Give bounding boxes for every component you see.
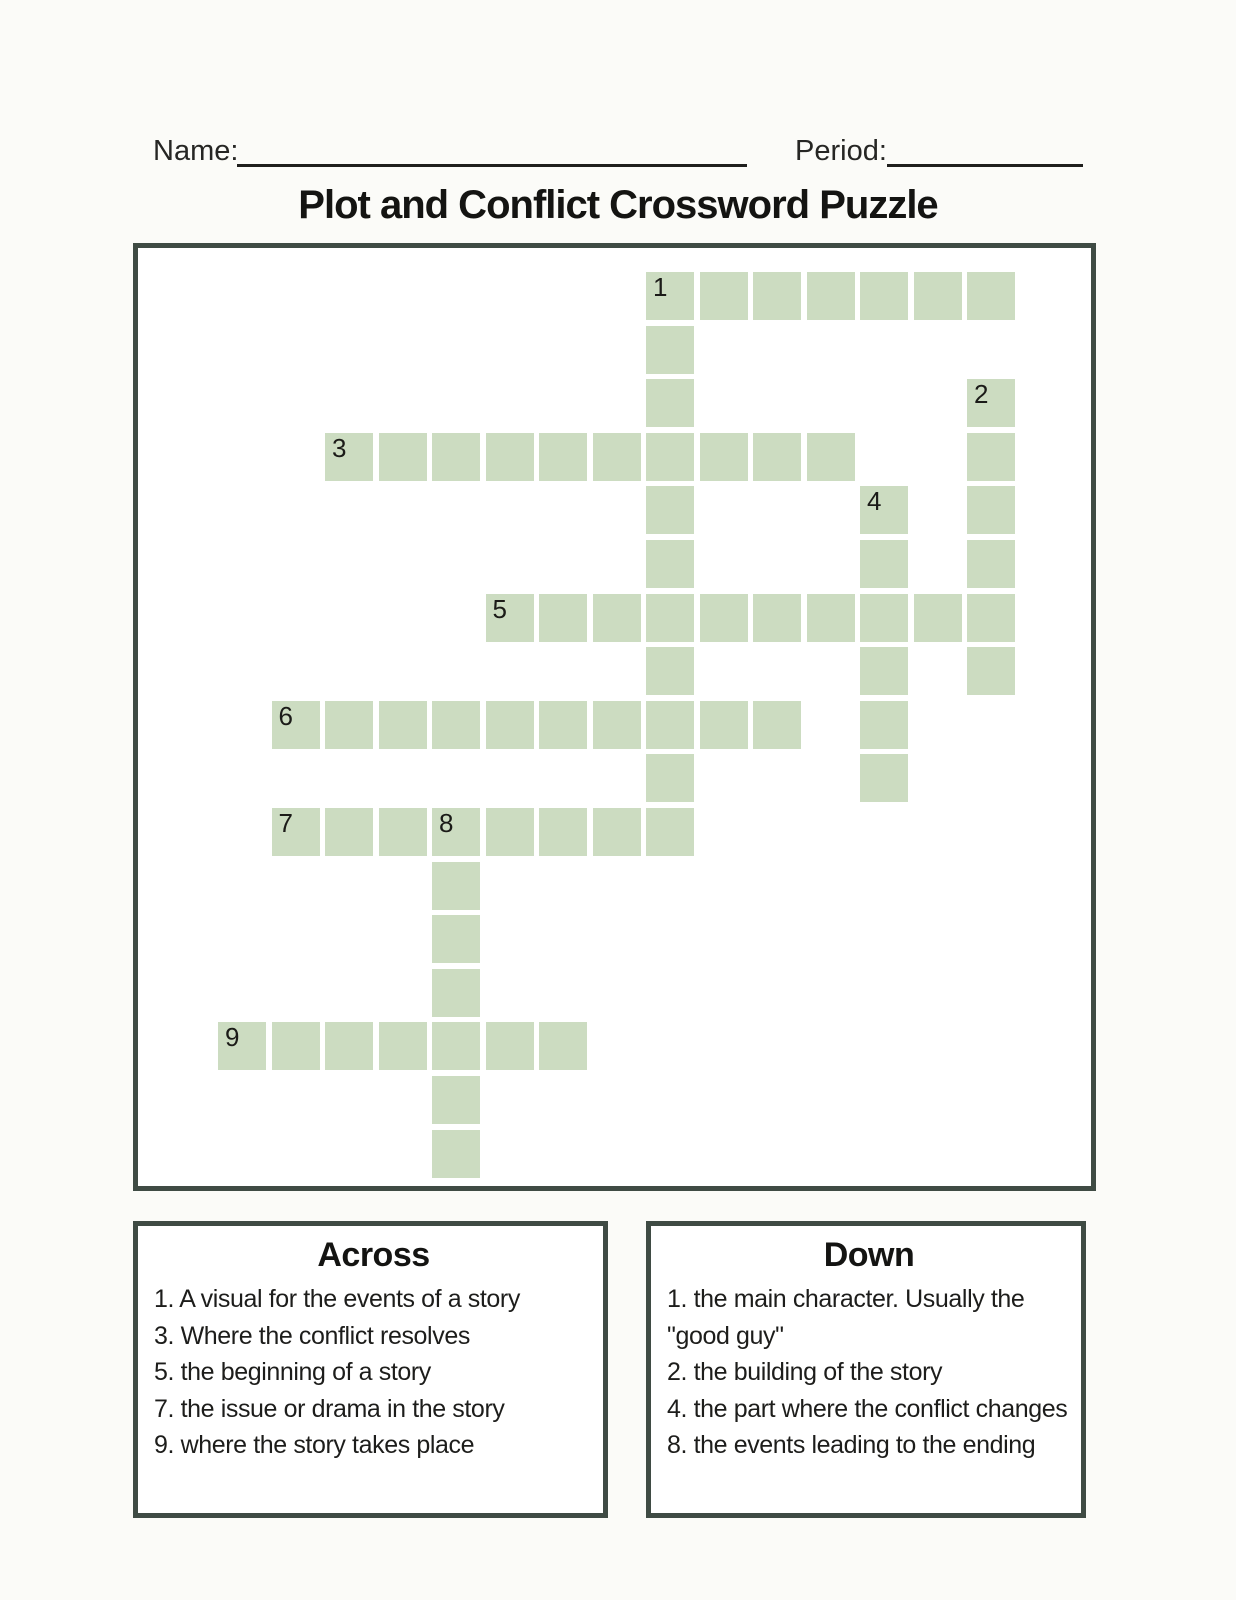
grid-cell[interactable] [539, 701, 587, 749]
grid-cell[interactable] [593, 701, 641, 749]
clue-text: 7. the issue or drama in the story [154, 1394, 505, 1423]
grid-cell[interactable] [753, 433, 801, 481]
grid-cell[interactable] [860, 540, 908, 588]
grid-cell[interactable] [646, 379, 694, 427]
grid-cell[interactable] [325, 701, 373, 749]
grid-cell[interactable] [646, 540, 694, 588]
grid-cell[interactable] [967, 379, 1015, 427]
grid-cell[interactable] [700, 272, 748, 320]
period-blank-field[interactable] [887, 164, 1083, 167]
clue-text: 2. the building of the story [667, 1358, 943, 1387]
grid-cell[interactable] [646, 808, 694, 856]
grid-cell[interactable] [432, 433, 480, 481]
grid-cell[interactable] [486, 433, 534, 481]
grid-cell[interactable] [272, 1022, 320, 1070]
clue-number: 6 [278, 700, 293, 731]
across-clue-box [133, 1221, 608, 1518]
grid-cell[interactable] [379, 701, 427, 749]
grid-cell[interactable] [807, 272, 855, 320]
clue-text: 4. the part where the conflict changes [667, 1394, 1068, 1423]
grid-cell[interactable] [967, 433, 1015, 481]
clue-number: 9 [225, 1022, 240, 1053]
clue-text: 1. the main character. Usually the [667, 1285, 1025, 1313]
grid-cell[interactable] [272, 808, 320, 856]
crossword-grid [133, 243, 1096, 1191]
grid-cell[interactable] [914, 594, 962, 642]
grid-cell[interactable] [753, 272, 801, 320]
grid-cell[interactable] [646, 754, 694, 802]
grid-cell[interactable] [646, 433, 694, 481]
grid-cell[interactable] [967, 647, 1015, 695]
clue-number: 2 [974, 379, 989, 410]
grid-cell[interactable] [272, 701, 320, 749]
grid-cell[interactable] [432, 969, 480, 1017]
clue-text: "good guy" [667, 1321, 784, 1350]
clue-number: 1 [653, 272, 668, 302]
grid-cell[interactable] [700, 594, 748, 642]
grid-cell[interactable] [486, 1022, 534, 1070]
grid-cell[interactable] [593, 594, 641, 642]
grid-cell[interactable] [860, 594, 908, 642]
across-title: Across [317, 1236, 430, 1274]
grid-cell[interactable] [432, 862, 480, 910]
grid-cell[interactable] [218, 1022, 266, 1070]
grid-cell[interactable] [325, 433, 373, 481]
grid-cell[interactable] [753, 594, 801, 642]
grid-cell[interactable] [646, 594, 694, 642]
grid-cell[interactable] [539, 808, 587, 856]
grid-cell[interactable] [860, 486, 908, 534]
grid-cell[interactable] [486, 594, 534, 642]
grid-cell[interactable] [486, 701, 534, 749]
period-label: Period: [795, 135, 887, 167]
grid-cell[interactable] [432, 915, 480, 963]
clue-number: 7 [278, 808, 293, 838]
grid-cell[interactable] [379, 808, 427, 856]
grid-cell[interactable] [860, 647, 908, 695]
grid-cell[interactable] [379, 433, 427, 481]
grid-cell[interactable] [914, 272, 962, 320]
grid-cell[interactable] [379, 1022, 427, 1070]
name-label: Name: [153, 135, 239, 167]
grid-cell[interactable] [539, 433, 587, 481]
grid-cell[interactable] [432, 1022, 480, 1070]
grid-cell[interactable] [807, 594, 855, 642]
grid-cell[interactable] [967, 540, 1015, 588]
grid-cell[interactable] [646, 701, 694, 749]
grid-cell[interactable] [432, 701, 480, 749]
grid-cell[interactable] [967, 486, 1015, 534]
grid-cell[interactable] [753, 701, 801, 749]
grid-cell[interactable] [807, 433, 855, 481]
grid-cell[interactable] [486, 808, 534, 856]
grid-cell[interactable] [539, 1022, 587, 1070]
down-title: Down [823, 1236, 915, 1274]
grid-cell[interactable] [325, 808, 373, 856]
grid-cell[interactable] [700, 701, 748, 749]
down-clue-box [646, 1221, 1086, 1518]
grid-cell[interactable] [967, 272, 1015, 320]
grid-cell[interactable] [593, 433, 641, 481]
grid-cell[interactable] [593, 808, 641, 856]
grid-cell[interactable] [325, 1022, 373, 1070]
grid-cell[interactable] [646, 326, 694, 374]
clue-text: 1. A visual for the events of a story [154, 1285, 520, 1313]
name-blank-field[interactable] [237, 164, 747, 167]
clue-number: 5 [492, 593, 507, 624]
down-clue-list [667, 1281, 1071, 1464]
clue-number: 4 [867, 486, 882, 517]
across-clue-list [154, 1281, 593, 1464]
grid-cell[interactable] [432, 1130, 480, 1178]
grid-cell[interactable] [860, 701, 908, 749]
grid-cell[interactable] [539, 594, 587, 642]
grid-cell[interactable] [432, 808, 480, 856]
grid-cell[interactable] [700, 433, 748, 481]
page-title: Plot and Conflict Crossword Puzzle [298, 183, 938, 227]
grid-cell[interactable] [646, 647, 694, 695]
clue-text: 8. the events leading to the ending [667, 1431, 1036, 1460]
clue-number: 8 [439, 808, 454, 838]
grid-cell[interactable] [646, 486, 694, 534]
grid-cell[interactable] [860, 754, 908, 802]
clue-text: 9. where the story takes place [154, 1431, 475, 1460]
grid-cell[interactable] [646, 272, 694, 320]
grid-cell[interactable] [967, 594, 1015, 642]
clue-text: 5. the beginning of a story [154, 1358, 431, 1387]
clue-number: 3 [332, 432, 347, 463]
clue-text: 3. Where the conflict resolves [154, 1321, 470, 1350]
grid-cell[interactable] [432, 1076, 480, 1124]
grid-cell[interactable] [860, 272, 908, 320]
